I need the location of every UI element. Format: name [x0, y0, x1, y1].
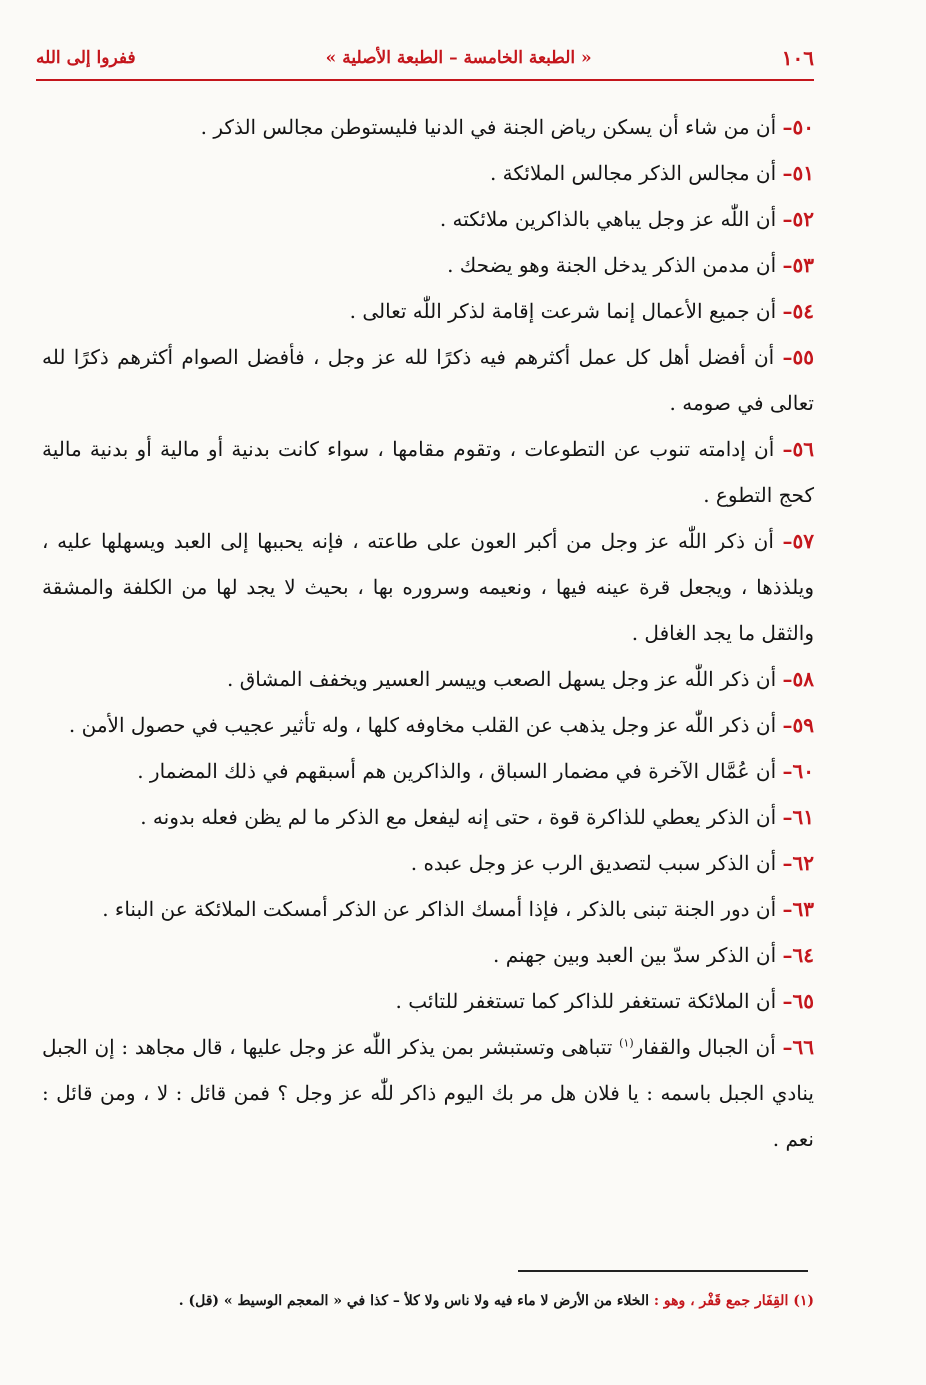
list-item: [42, 794, 814, 840]
page-header: [36, 40, 814, 76]
item-number: ٦٢–: [782, 851, 814, 875]
item-number: ٦٠–: [782, 759, 814, 783]
list-item: [42, 978, 814, 1024]
item-number: ٥٦–: [782, 437, 815, 461]
item-number: ٥٩–: [782, 713, 814, 737]
item-number: ٦٣–: [782, 897, 814, 921]
list-item: [42, 886, 814, 932]
item-text: أن مدمن الذكر يدخل الجنة وهو يضحك .: [447, 253, 777, 277]
item-number: ٦٦–: [782, 1035, 814, 1059]
item-number: ٥٧–: [782, 529, 814, 553]
page-number: ١٠٦: [781, 46, 814, 70]
item-text-start: أن الجبال والقفار: [633, 1035, 776, 1059]
item-number: ٦٤–: [782, 943, 814, 967]
item-text: أن من شاء أن يسكن رياض الجنة في الدنيا فليستوطن مجالس الذكر .: [200, 115, 777, 139]
footnote-marker[interactable]: (١): [619, 1036, 634, 1050]
footnote-divider: [518, 1270, 808, 1272]
header-divider: [36, 79, 814, 81]
list-item: [42, 656, 814, 702]
item-text: أن أفضل أهل كل عمل أكثرهم فيه ذكرًا لله عز وجل ، فأفضل الصوام أكثرهم ذكرًا لله تعالى في صومه .: [42, 345, 814, 415]
list-item: [42, 518, 814, 656]
list-item: [42, 702, 814, 748]
footnote-text: الخلاء من الأرض لا ماء فيه ولا ناس ولا كلأ – كذا في « المعجم الوسيط » (قل) .: [178, 1293, 649, 1309]
list-item: [42, 840, 814, 886]
list-item: [42, 748, 814, 794]
item-number: ٥٢–: [782, 207, 814, 231]
list-item-66: [42, 1024, 814, 1162]
item-text: أن الملائكة تستغفر للذاكر كما تستغفر للتائب .: [395, 989, 777, 1013]
list-item: [42, 932, 814, 978]
item-text: أن إدامته تنوب عن التطوعات ، وتقوم مقامها ، سواء كانت بدنية أو مالية أو بدنية مالية كحج التطوع .: [42, 437, 814, 507]
item-text: أن ذكر اللّٰه عز وجل من أكبر العون على طاعته ، فإنه يحببها إلى العبد ويسهلها عليه ، ويلذذها ، ويجعل قرة عينه فيها ، ونعيمه وسروره بها ، بحيث لا يجد لها من الكلفة والمشقة والثقل ما يجد الغافل .: [42, 529, 814, 645]
list-item: [42, 242, 814, 288]
item-number: ٥٥–: [782, 345, 814, 369]
item-number: ٥٨–: [782, 667, 814, 691]
list-item: [42, 426, 814, 518]
benefits-list: [42, 104, 814, 1162]
item-text: أن ذكر اللّٰه عز وجل يذهب عن القلب مخاوفه كلها ، وله تأثير عجيب في حصول الأمن .: [68, 713, 777, 737]
item-text: أن اللّٰه عز وجل يباهي بالذاكرين ملائكته .: [439, 207, 777, 231]
item-number: ٥٤–: [782, 299, 814, 323]
list-item: [42, 196, 814, 242]
item-number: ٦١–: [782, 805, 814, 829]
item-number: ٦٥–: [782, 989, 814, 1013]
book-title: ففروا إلى الله: [36, 48, 136, 68]
item-text: أن الذكر يعطي للذاكرة قوة ، حتى إنه ليفعل مع الذكر ما لم يظن فعله بدونه .: [140, 805, 777, 829]
list-item: [42, 104, 814, 150]
list-item: [42, 288, 814, 334]
item-text-rest: تتباهى وتستبشر بمن يذكر اللّٰه عز وجل عليها ، قال مجاهد : إن الجبل ينادي الجبل باسمه : يا فلان هل مر بك اليوم ذاكر للّٰه عز وجل ؟ فمن قائل : لا ، ومن قائل : نعم .: [42, 1035, 814, 1151]
item-number: ٥٣–: [782, 253, 814, 277]
item-text: أن عُمَّال الآخرة في مضمار السباق ، والذاكرين هم أسبقهم في ذلك المضمار .: [137, 759, 777, 783]
item-text: أن جميع الأعمال إنما شرعت إقامة لذكر اللّٰه تعالى .: [349, 299, 777, 323]
footnote-label: (١) القِفَار جمع قَفْر ، وهو :: [653, 1293, 814, 1309]
item-text: أن ذكر اللّٰه عز وجل يسهل الصعب وييسر العسير ويخفف المشاق .: [227, 667, 777, 691]
item-text: أن مجالس الذكر مجالس الملائكة .: [489, 161, 777, 185]
item-text: أن دور الجنة تبنى بالذكر ، فإذا أمسك الذاكر عن الذكر أمسكت الملائكة عن البناء .: [102, 897, 777, 921]
item-text: أن الذكر سدّ بين العبد وبين جهنم .: [493, 943, 777, 967]
edition-label: « الطبعة الخامسة – الطبعة الأصلية »: [325, 48, 592, 68]
list-item: [42, 334, 814, 426]
footnote: [100, 1290, 814, 1312]
item-number: ٥٠–: [782, 115, 814, 139]
list-item: [42, 150, 814, 196]
item-number: ٥١–: [782, 161, 814, 185]
item-text: أن الذكر سبب لتصديق الرب عز وجل عبده .: [410, 851, 777, 875]
